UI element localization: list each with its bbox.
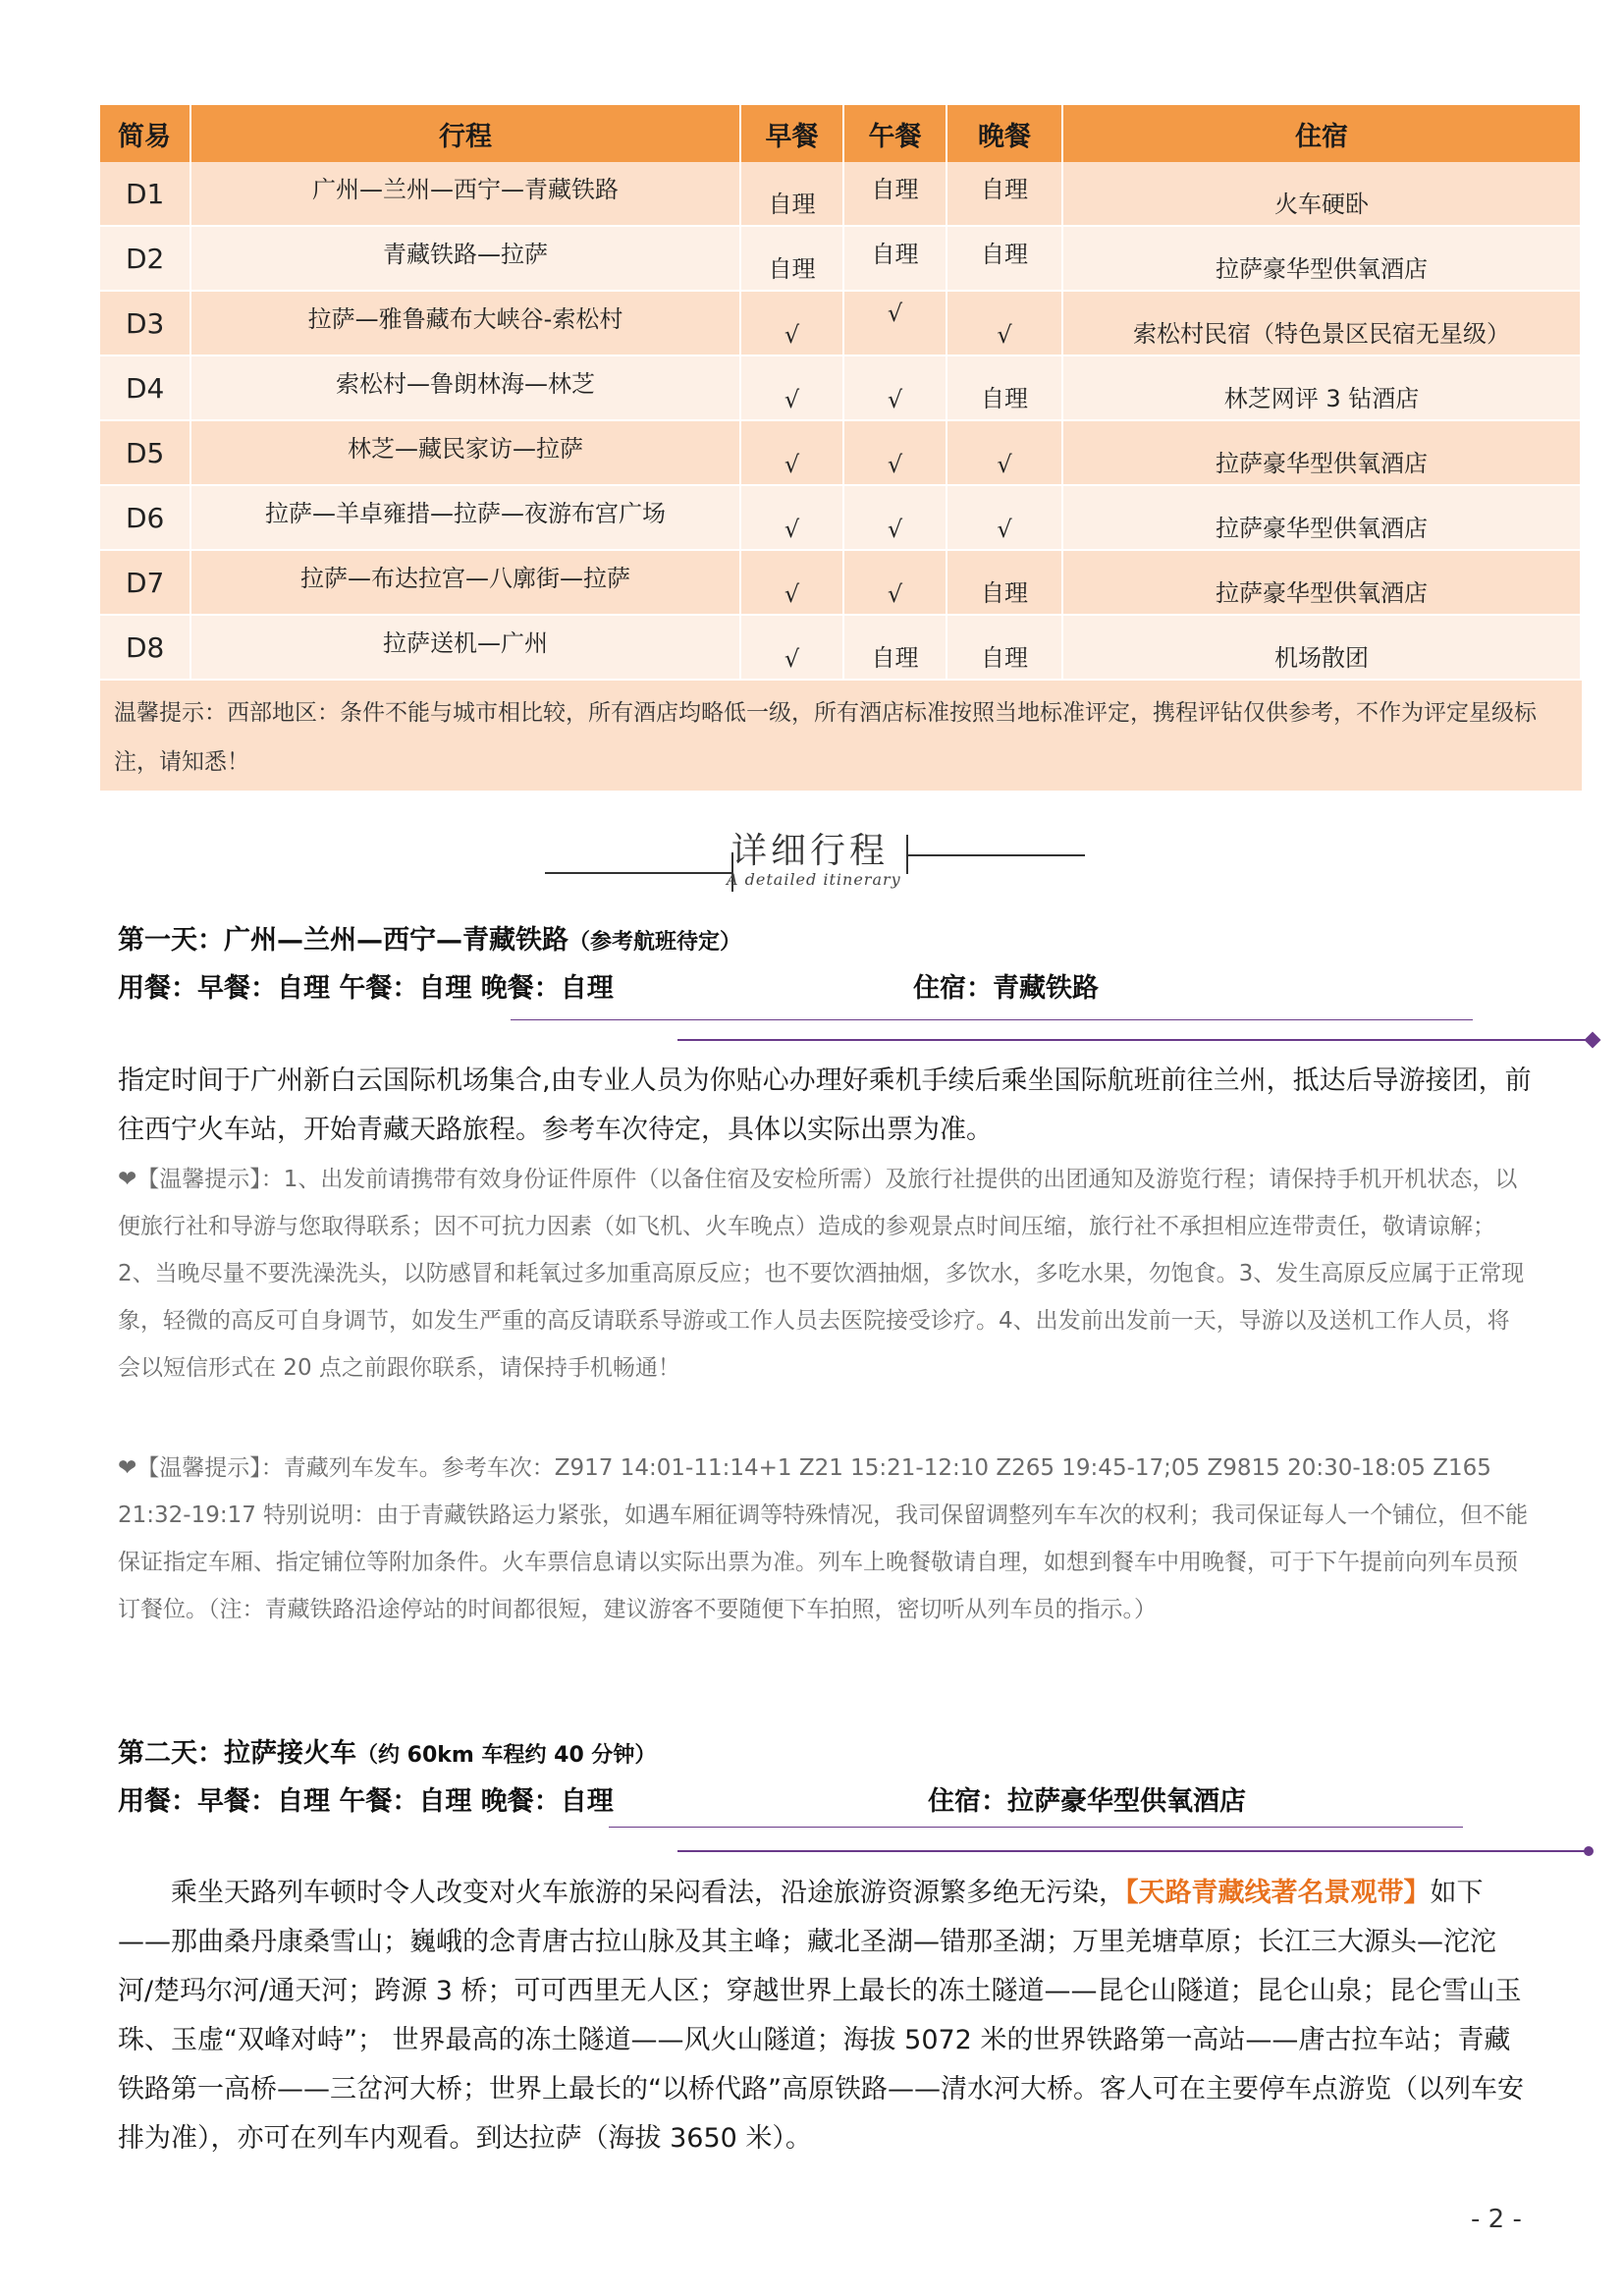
day2-para-a: 乘坐天路列车顿时令人改变对火车旅游的呆闷看法，沿途旅游资源繁多绝无污染， <box>171 1878 1125 1908</box>
row-dinner: √ <box>947 291 1062 355</box>
day1-rule-thin <box>511 1019 1473 1020</box>
day2-highlight: 【天路青藏线著名景观带】 <box>1125 1878 1431 1908</box>
row-route: 拉萨送机—广州 <box>190 615 740 680</box>
page-number: - 2 - <box>1471 2205 1522 2234</box>
table-row <box>100 355 1581 420</box>
itinerary-table <box>100 105 1582 681</box>
title-rule-right <box>908 854 1085 856</box>
day1-rule-diamond <box>1585 1032 1601 1049</box>
row-stay: 火车硬卧 <box>1062 162 1581 226</box>
section-title-en: A detailed itinerary <box>727 870 901 889</box>
row-breakfast: 自理 <box>740 162 843 226</box>
row-lunch: 自理 <box>843 162 947 226</box>
row-dinner: √ <box>947 485 1062 550</box>
day2-rule-dot <box>1584 1846 1594 1856</box>
row-route: 广州—兰州—西宁—青藏铁路 <box>190 162 740 226</box>
header-dinner: 晚餐 <box>947 105 1062 162</box>
row-lunch: 自理 <box>843 615 947 680</box>
row-breakfast: √ <box>740 355 843 420</box>
row-breakfast: √ <box>740 291 843 355</box>
row-stay: 机场散团 <box>1062 615 1581 680</box>
row-day: D4 <box>100 355 190 420</box>
row-day: D2 <box>100 226 190 291</box>
row-stay: 林芝网评 3 钻酒店 <box>1062 355 1581 420</box>
day1-title-text: 第一天：广州—兰州—西宁—青藏铁路 <box>118 925 568 956</box>
day2-paragraph <box>118 1869 1532 2163</box>
table-row <box>100 226 1581 291</box>
row-dinner: 自理 <box>947 550 1062 615</box>
row-lunch: √ <box>843 550 947 615</box>
row-lunch: √ <box>843 420 947 485</box>
table-row <box>100 291 1581 355</box>
day1-meals: 用餐：早餐：自理 午餐：自理 晚餐：自理 <box>118 973 614 1004</box>
row-route: 拉萨—雅鲁藏布大峡谷-索松村 <box>190 291 740 355</box>
row-lunch: √ <box>843 485 947 550</box>
day2-meals: 用餐：早餐：自理 午餐：自理 晚餐：自理 <box>118 1786 614 1817</box>
row-stay: 拉萨豪华型供氧酒店 <box>1062 485 1581 550</box>
title-rule-left <box>545 872 731 874</box>
day2-para-b: 如下——那曲桑丹康桑雪山；巍峨的念青唐古拉山脉及其主峰；藏北圣湖—错那圣湖；万里羌塘草原；长江三大源头—沱沱河/楚玛尔河/通天河；跨源 3 桥；可可西里无人区；穿越世界上最长的冻土隧道——昆仑山隧道；昆仑山泉；昆仑雪山玉珠、玉虚“双峰对峙”； 世界最高的冻土隧道——风火山隧道；海拔 5072 米的世界铁路第一高站——唐古拉车站；青藏铁路第一高桥——三岔河大桥；世界上最长的“以桥代路”高原铁路——清水河大桥。客人可在主要停车点游览（以列车安排为准），亦可在列车内观看。到达拉萨（海拔 3650 米）。 <box>118 1878 1524 2154</box>
row-day: D3 <box>100 291 190 355</box>
day1-tip-1: ❤【温馨提示】：1、出发前请携带有效身份证件原件（以备住宿及安检所需）及旅行社提供的出团通知及游览行程；请保持手机开机状态，以便旅行社和导游与您取得联系；因不可抗力因素（如飞机、火车晚点）造成的参观景点时间压缩，旅行社不承担相应连带责任，敬请谅解；2、当晚尽量不要洗澡洗头，以防感冒和耗氧过多加重高原反应；也不要饮酒抽烟，多饮水，多吃水果，勿饱食。3、发生高原反应属于正常现象，轻微的高反可自身调节，如发生严重的高反请联系导游或工作人员去医院接受诊疗。4、出发前出发前一天，导游以及送机工作人员，将会以短信形式在 20 点之前跟你联系，请保持手机畅通！ <box>118 1167 1525 1381</box>
row-dinner: 自理 <box>947 355 1062 420</box>
row-stay: 拉萨豪华型供氧酒店 <box>1062 226 1581 291</box>
itinerary-table-block <box>100 105 1582 791</box>
table-tip: 温馨提示：西部地区：条件不能与城市相比较，所有酒店均略低一级，所有酒店标准按照当地标准评定，携程评钻仅供参考，不作为评定星级标注，请知悉！ <box>100 681 1582 791</box>
table-row <box>100 550 1581 615</box>
day1-title-note: （参考航班待定） <box>568 930 742 955</box>
day2-title-text: 第二天：拉萨接火车 <box>118 1738 356 1769</box>
table-row <box>100 615 1581 680</box>
row-route: 林芝—藏民家访—拉萨 <box>190 420 740 485</box>
day2-title <box>118 1731 656 1770</box>
row-route: 青藏铁路—拉萨 <box>190 226 740 291</box>
row-route: 索松村—鲁朗林海—林芝 <box>190 355 740 420</box>
row-breakfast: √ <box>740 615 843 680</box>
row-stay: 拉萨豪华型供氧酒店 <box>1062 420 1581 485</box>
day2-rule-thin <box>609 1827 1463 1828</box>
day2-stay: 住宿：拉萨豪华型供氧酒店 <box>928 1786 1246 1817</box>
row-day: D7 <box>100 550 190 615</box>
row-route: 拉萨—羊卓雍措—拉萨—夜游布宫广场 <box>190 485 740 550</box>
header-stay: 住宿 <box>1062 105 1581 162</box>
table-row <box>100 420 1581 485</box>
row-lunch: √ <box>843 291 947 355</box>
day1-stay: 住宿：青藏铁路 <box>913 973 1099 1004</box>
row-lunch: 自理 <box>843 226 947 291</box>
header-route: 行程 <box>190 105 740 162</box>
row-dinner: 自理 <box>947 162 1062 226</box>
table-header-row <box>100 105 1581 162</box>
row-day: D5 <box>100 420 190 485</box>
row-stay: 索松村民宿（特色景区民宿无星级） <box>1062 291 1581 355</box>
day1-rule <box>677 1039 1591 1041</box>
row-breakfast: √ <box>740 485 843 550</box>
day1-tip-2: ❤【温馨提示】：青藏列车发车。参考车次：Z917 14:01-11:14+1 Z21 15:21-12:10 Z265 19:45-17;05 Z9815 20:30-18:05 Z165 21:32-19:17 特别说明：由于青藏铁路运力紧张，如遇车厢征调等特殊情况，我司保留调整列车车次的权利；我司保证每人一个铺位，但不能保证指定车厢、指定铺位等附加条件。火车票信息请以实际出票为准。列车上晚餐敬请自理，如想到餐车中用晚餐，可于下午提前向列车员预订餐位。（注：青藏铁路沿途停站的时间都很短，建议游客不要随便下车拍照，密切听从列车员的指示。） <box>118 1455 1529 1622</box>
day2-rule <box>677 1850 1591 1852</box>
row-lunch: √ <box>843 355 947 420</box>
row-breakfast: √ <box>740 550 843 615</box>
header-day: 简易 <box>100 105 190 162</box>
row-day: D8 <box>100 615 190 680</box>
table-row <box>100 162 1581 226</box>
section-title-cn: 详细行程 <box>731 831 890 871</box>
row-dinner: 自理 <box>947 226 1062 291</box>
row-dinner: √ <box>947 420 1062 485</box>
row-breakfast: √ <box>740 420 843 485</box>
header-breakfast: 早餐 <box>740 105 843 162</box>
header-lunch: 午餐 <box>843 105 947 162</box>
day2-title-note: （约 60km 车程约 40 分钟） <box>356 1743 657 1768</box>
table-row <box>100 485 1581 550</box>
row-stay: 拉萨豪华型供氧酒店 <box>1062 550 1581 615</box>
row-breakfast: 自理 <box>740 226 843 291</box>
row-day: D6 <box>100 485 190 550</box>
row-route: 拉萨—布达拉宫—八廓街—拉萨 <box>190 550 740 615</box>
day1-title <box>118 918 741 957</box>
day1-paragraph: 指定时间于广州新白云国际机场集合,由专业人员为你贴心办理好乘机手续后乘坐国际航班前往兰州，抵达后导游接团，前往西宁火车站，开始青藏天路旅程。参考车次待定，具体以实际出票为准。 <box>118 1066 1532 1145</box>
row-dinner: 自理 <box>947 615 1062 680</box>
row-day: D1 <box>100 162 190 226</box>
section-title <box>535 823 1085 902</box>
